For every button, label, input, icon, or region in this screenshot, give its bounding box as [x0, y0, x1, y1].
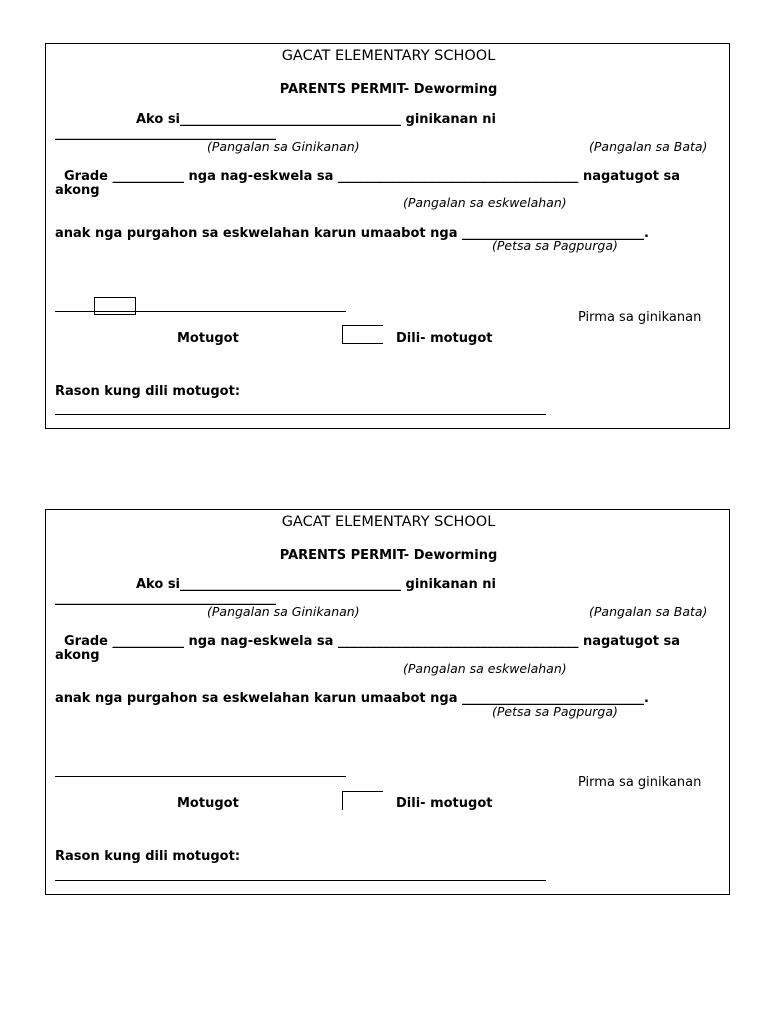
- dili-motugot-checkbox[interactable]: [342, 791, 383, 810]
- dili-motugot-label: Dili- motugot: [396, 796, 493, 811]
- child-name-caption: (Pangalan sa Bata): [589, 139, 708, 154]
- ako-si-line: Ako si__________________________________ ginikanan ni: [136, 577, 496, 592]
- school-name-caption: (Pangalan sa eskwelahan): [403, 195, 567, 210]
- reason-label: Rason kung dili motugot:: [55, 384, 241, 399]
- child-name-blank: __________________________________: [55, 126, 276, 141]
- dili-motugot-checkbox[interactable]: [342, 325, 383, 344]
- school-name: GACAT ELEMENTARY SCHOOL: [281, 514, 496, 530]
- motugot-label: Motugot: [177, 796, 239, 811]
- school-name: GACAT ELEMENTARY SCHOOL: [281, 48, 496, 64]
- signature-line: [55, 776, 346, 777]
- grade-line: Grade ___________ nga nag-eskwela sa _____________________________________ nagatugot sa: [64, 634, 681, 649]
- reason-line: [55, 880, 546, 881]
- parent-name-caption: (Pangalan sa Ginikanan): [207, 139, 360, 154]
- reason-label: Rason kung dili motugot:: [55, 849, 241, 864]
- permit-title: PARENTS PERMIT- Deworming: [279, 548, 498, 563]
- date-caption: (Petsa sa Pagpurga): [492, 238, 618, 253]
- permit-title: PARENTS PERMIT- Deworming: [279, 82, 498, 97]
- anak-line: anak nga purgahon sa eskwelahan karun umaabot nga ____________________________.: [55, 226, 649, 241]
- child-name-caption: (Pangalan sa Bata): [589, 604, 708, 619]
- date-caption: (Petsa sa Pagpurga): [492, 704, 618, 719]
- signature-caption: Pirma sa ginikanan: [578, 775, 702, 790]
- parent-name-caption: (Pangalan sa Ginikanan): [207, 604, 360, 619]
- akong-text: akong: [55, 183, 100, 198]
- ako-si-line: Ako si__________________________________ ginikanan ni: [136, 112, 496, 127]
- motugot-label: Motugot: [177, 331, 239, 346]
- permit-form-1: [45, 43, 730, 429]
- dili-motugot-label: Dili- motugot: [396, 331, 493, 346]
- permit-form-2: [45, 509, 730, 895]
- akong-text: akong: [55, 648, 100, 663]
- anak-line: anak nga purgahon sa eskwelahan karun umaabot nga ____________________________.: [55, 691, 649, 706]
- signature-caption: Pirma sa ginikanan: [578, 310, 702, 325]
- grade-line: Grade ___________ nga nag-eskwela sa _____________________________________ nagatugot sa: [64, 169, 681, 184]
- reason-line: [55, 414, 546, 415]
- school-name-caption: (Pangalan sa eskwelahan): [403, 661, 567, 676]
- motugot-checkbox[interactable]: [94, 297, 136, 315]
- child-name-blank: __________________________________: [55, 591, 276, 606]
